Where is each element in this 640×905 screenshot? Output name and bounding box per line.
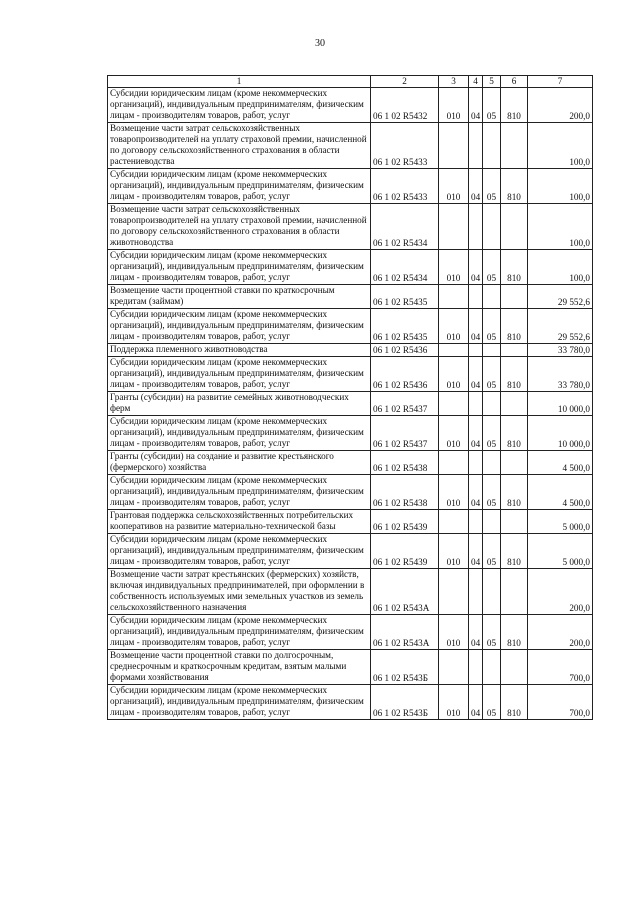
row-amount-cell: 700,0 <box>528 650 593 685</box>
row-col5-cell: 05 <box>483 250 501 285</box>
row-col4-cell <box>469 285 483 309</box>
table-row <box>108 204 593 250</box>
row-name-cell: Субсидии юридическим лицам (кроме некоммерческих организаций), индивидуальным предпринимателям, физическим лицам - производителям товаров, работ, услуг <box>108 169 371 204</box>
row-code-cell: 06 1 02 R5432 <box>371 88 439 123</box>
row-col4-cell: 04 <box>469 685 483 720</box>
row-name-cell: Возмещение части затрат сельскохозяйственных товаропроизводителей на уплату страховой премии, начисленной по договору сельскохозяйственного страхования в области животноводства <box>108 204 371 250</box>
row-name-cell: Гранты (субсидии) на развитие семейных животноводческих ферм <box>108 392 371 416</box>
table-row <box>108 392 593 416</box>
row-code-cell: 06 1 02 R543Б <box>371 685 439 720</box>
row-col5-cell: 05 <box>483 416 501 451</box>
row-col4-cell <box>469 650 483 685</box>
row-col4-cell <box>469 392 483 416</box>
row-col6-cell: 810 <box>501 88 528 123</box>
row-name-cell: Грантовая поддержка сельскохозяйственных потребительских кооперативов на развитие материально-технической базы <box>108 510 371 534</box>
row-col4-cell: 04 <box>469 309 483 344</box>
row-col5-cell: 05 <box>483 169 501 204</box>
row-amount-cell: 10 000,0 <box>528 416 593 451</box>
row-name-cell: Субсидии юридическим лицам (кроме некоммерческих организаций), индивидуальным предпринимателям, физическим лицам - производителям товаров, работ, услуг <box>108 685 371 720</box>
row-col3-cell: 010 <box>439 685 469 720</box>
row-amount-cell: 200,0 <box>528 615 593 650</box>
row-col4-cell: 04 <box>469 250 483 285</box>
row-col6-cell: 810 <box>501 615 528 650</box>
row-amount-cell: 200,0 <box>528 569 593 615</box>
row-col3-cell <box>439 569 469 615</box>
table-row <box>108 357 593 392</box>
row-col4-cell <box>469 204 483 250</box>
row-col5-cell: 05 <box>483 309 501 344</box>
row-amount-cell: 33 780,0 <box>528 357 593 392</box>
row-col4-cell: 04 <box>469 416 483 451</box>
row-amount-cell: 100,0 <box>528 169 593 204</box>
row-col6-cell: 810 <box>501 309 528 344</box>
table-row <box>108 309 593 344</box>
row-col5-cell <box>483 569 501 615</box>
row-col3-cell: 010 <box>439 615 469 650</box>
row-amount-cell: 29 552,6 <box>528 309 593 344</box>
row-name-cell: Субсидии юридическим лицам (кроме некоммерческих организаций), индивидуальным предпринимателям, физическим лицам - производителям товаров, работ, услуг <box>108 475 371 510</box>
row-code-cell: 06 1 02 R5435 <box>371 309 439 344</box>
row-name-cell: Возмещение части затрат крестьянских (фермерских) хозяйств, включая индивидуальных предпринимателей, при оформлении в собственность используемых ими земельных участков из земель сельскохозяйственного назначения <box>108 569 371 615</box>
row-col3-cell: 010 <box>439 169 469 204</box>
row-name-cell: Субсидии юридическим лицам (кроме некоммерческих организаций), индивидуальным предпринимателям, физическим лицам - производителям товаров, работ, услуг <box>108 534 371 569</box>
row-code-cell: 06 1 02 R5436 <box>371 344 439 357</box>
column-header-2: 2 <box>371 76 439 88</box>
row-code-cell: 06 1 02 R5434 <box>371 250 439 285</box>
row-col3-cell <box>439 650 469 685</box>
row-col4-cell: 04 <box>469 169 483 204</box>
row-col6-cell <box>501 510 528 534</box>
row-amount-cell: 5 000,0 <box>528 534 593 569</box>
row-col6-cell: 810 <box>501 169 528 204</box>
row-name-cell: Субсидии юридическим лицам (кроме некоммерческих организаций), индивидуальным предпринимателям, физическим лицам - производителям товаров, работ, услуг <box>108 416 371 451</box>
table-row <box>108 123 593 169</box>
row-code-cell: 06 1 02 R5439 <box>371 534 439 569</box>
row-name-cell: Субсидии юридическим лицам (кроме некоммерческих организаций), индивидуальным предпринимателям, физическим лицам - производителям товаров, работ, услуг <box>108 309 371 344</box>
row-col4-cell <box>469 569 483 615</box>
row-name-cell: Субсидии юридическим лицам (кроме некоммерческих организаций), индивидуальным предпринимателям, физическим лицам - производителям товаров, работ, услуг <box>108 250 371 285</box>
row-col6-cell <box>501 650 528 685</box>
row-name-cell: Возмещение части процентной ставки по долгосрочным, среднесрочным и краткосрочным кредитам, взятым малыми формами хозяйствования <box>108 650 371 685</box>
row-code-cell: 06 1 02 R543А <box>371 615 439 650</box>
row-col4-cell <box>469 510 483 534</box>
row-col3-cell: 010 <box>439 475 469 510</box>
table-row <box>108 344 593 357</box>
row-name-cell: Возмещение части затрат сельскохозяйственных товаропроизводителей на уплату страховой премии, начисленной по договору сельскохозяйственного страхования в области растениеводства <box>108 123 371 169</box>
row-code-cell: 06 1 02 R5433 <box>371 169 439 204</box>
row-name-cell: Субсидии юридическим лицам (кроме некоммерческих организаций), индивидуальным предпринимателям, физическим лицам - производителям товаров, работ, услуг <box>108 88 371 123</box>
row-col6-cell: 810 <box>501 357 528 392</box>
row-col6-cell <box>501 344 528 357</box>
row-amount-cell: 33 780,0 <box>528 344 593 357</box>
row-name-cell: Поддержка племенного животноводства <box>108 344 371 357</box>
table-row <box>108 451 593 475</box>
row-col3-cell <box>439 392 469 416</box>
row-col5-cell <box>483 451 501 475</box>
row-amount-cell: 100,0 <box>528 204 593 250</box>
row-amount-cell: 4 500,0 <box>528 475 593 510</box>
table-row <box>108 534 593 569</box>
row-col4-cell: 04 <box>469 475 483 510</box>
row-code-cell: 06 1 02 R5433 <box>371 123 439 169</box>
row-col5-cell: 05 <box>483 615 501 650</box>
row-amount-cell: 5 000,0 <box>528 510 593 534</box>
table-row <box>108 285 593 309</box>
row-col6-cell <box>501 123 528 169</box>
row-col4-cell <box>469 451 483 475</box>
row-col3-cell: 010 <box>439 534 469 569</box>
row-col3-cell <box>439 285 469 309</box>
row-code-cell: 06 1 02 R5437 <box>371 416 439 451</box>
row-col3-cell <box>439 204 469 250</box>
row-name-cell: Субсидии юридическим лицам (кроме некоммерческих организаций), индивидуальным предпринимателям, физическим лицам - производителям товаров, работ, услуг <box>108 357 371 392</box>
row-col4-cell: 04 <box>469 88 483 123</box>
row-amount-cell: 100,0 <box>528 250 593 285</box>
row-amount-cell: 100,0 <box>528 123 593 169</box>
row-col5-cell <box>483 344 501 357</box>
row-col6-cell <box>501 204 528 250</box>
row-col5-cell: 05 <box>483 685 501 720</box>
table-row <box>108 88 593 123</box>
row-col3-cell: 010 <box>439 357 469 392</box>
table-row <box>108 685 593 720</box>
row-amount-cell: 200,0 <box>528 88 593 123</box>
row-col4-cell: 04 <box>469 357 483 392</box>
row-col3-cell: 010 <box>439 250 469 285</box>
row-col6-cell <box>501 392 528 416</box>
column-header-7: 7 <box>528 76 593 88</box>
table-row <box>108 475 593 510</box>
row-col5-cell: 05 <box>483 475 501 510</box>
row-col5-cell <box>483 123 501 169</box>
row-name-cell: Возмещение части процентной ставки по краткосрочным кредитам (займам) <box>108 285 371 309</box>
budget-table-body <box>108 76 593 720</box>
row-amount-cell: 10 000,0 <box>528 392 593 416</box>
row-col3-cell: 010 <box>439 309 469 344</box>
row-col6-cell: 810 <box>501 534 528 569</box>
row-col3-cell: 010 <box>439 416 469 451</box>
row-code-cell: 06 1 02 R543А <box>371 569 439 615</box>
row-col6-cell: 810 <box>501 685 528 720</box>
table-row <box>108 615 593 650</box>
row-code-cell: 06 1 02 R5439 <box>371 510 439 534</box>
row-col5-cell: 05 <box>483 88 501 123</box>
row-col4-cell <box>469 123 483 169</box>
row-code-cell: 06 1 02 R543Б <box>371 650 439 685</box>
row-col6-cell: 810 <box>501 416 528 451</box>
row-col3-cell <box>439 344 469 357</box>
column-header-4: 4 <box>469 76 483 88</box>
row-code-cell: 06 1 02 R5435 <box>371 285 439 309</box>
row-col5-cell <box>483 650 501 685</box>
column-number-row <box>108 76 593 88</box>
row-col5-cell <box>483 392 501 416</box>
row-col4-cell <box>469 344 483 357</box>
column-header-6: 6 <box>501 76 528 88</box>
row-col5-cell: 05 <box>483 534 501 569</box>
row-col6-cell <box>501 285 528 309</box>
row-name-cell: Гранты (субсидии) на создание и развитие крестьянского (фермерского) хозяйства <box>108 451 371 475</box>
row-code-cell: 06 1 02 R5438 <box>371 475 439 510</box>
table-row <box>108 650 593 685</box>
row-col6-cell <box>501 569 528 615</box>
row-col4-cell: 04 <box>469 534 483 569</box>
row-amount-cell: 29 552,6 <box>528 285 593 309</box>
row-code-cell: 06 1 02 R5438 <box>371 451 439 475</box>
table-row <box>108 510 593 534</box>
row-code-cell: 06 1 02 R5436 <box>371 357 439 392</box>
row-col3-cell <box>439 123 469 169</box>
row-col6-cell: 810 <box>501 475 528 510</box>
row-name-cell: Субсидии юридическим лицам (кроме некоммерческих организаций), индивидуальным предпринимателям, физическим лицам - производителям товаров, работ, услуг <box>108 615 371 650</box>
row-col5-cell: 05 <box>483 357 501 392</box>
row-col3-cell <box>439 451 469 475</box>
budget-table <box>107 75 593 720</box>
row-col6-cell <box>501 451 528 475</box>
table-row <box>108 569 593 615</box>
row-col6-cell: 810 <box>501 250 528 285</box>
column-header-3: 3 <box>439 76 469 88</box>
row-col4-cell: 04 <box>469 615 483 650</box>
row-col5-cell <box>483 510 501 534</box>
table-row <box>108 416 593 451</box>
row-code-cell: 06 1 02 R5437 <box>371 392 439 416</box>
row-col5-cell <box>483 285 501 309</box>
row-code-cell: 06 1 02 R5434 <box>371 204 439 250</box>
row-amount-cell: 4 500,0 <box>528 451 593 475</box>
row-col5-cell <box>483 204 501 250</box>
row-amount-cell: 700,0 <box>528 685 593 720</box>
column-header-5: 5 <box>483 76 501 88</box>
column-header-1: 1 <box>108 76 371 88</box>
row-col3-cell: 010 <box>439 88 469 123</box>
table-row <box>108 250 593 285</box>
page-number: 30 <box>315 38 325 49</box>
table-row <box>108 169 593 204</box>
row-col3-cell <box>439 510 469 534</box>
